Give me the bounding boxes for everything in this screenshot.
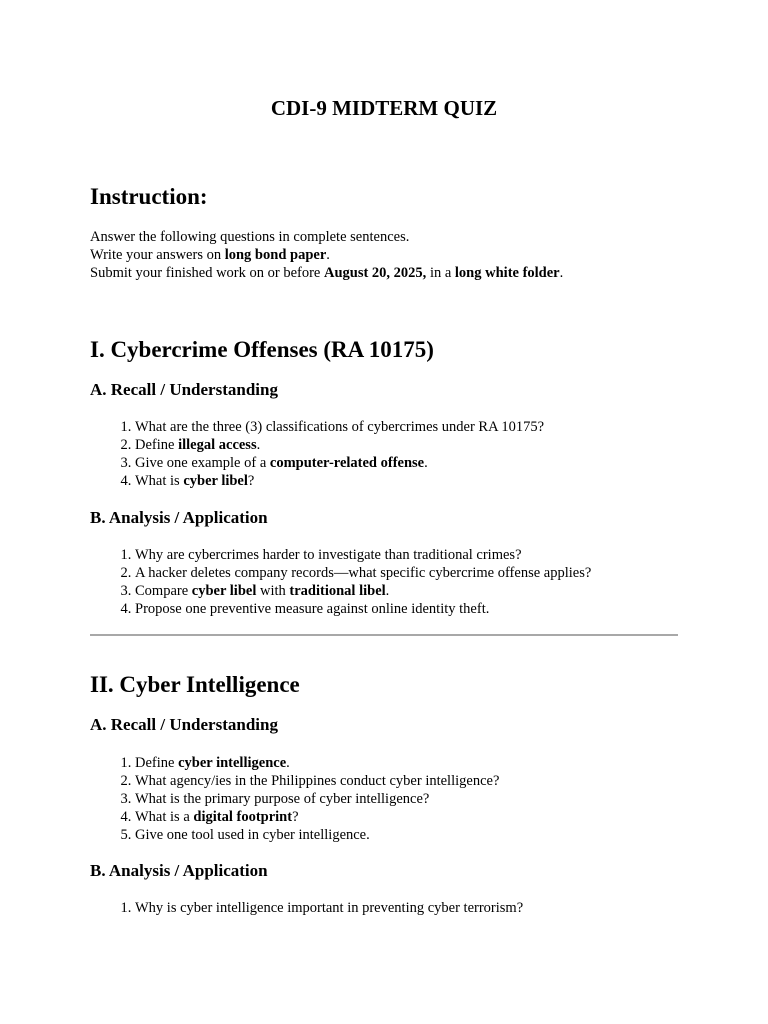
list-item: [135, 790, 499, 808]
instruction-line-3-mid: in a: [426, 265, 455, 281]
list-item: [135, 436, 544, 454]
instruction-line-3-text: Submit your finished work on or before: [90, 265, 324, 281]
question-term: cyber intelligence: [178, 755, 287, 771]
question-end: ?: [247, 473, 255, 489]
section-1-title: I. Cybercrime Offenses (RA 10175): [90, 337, 434, 362]
section-2-part-a-list: [90, 754, 499, 844]
question-term: cyber libel: [191, 583, 257, 599]
question-end: ?: [292, 809, 299, 825]
instruction-line-3: [90, 264, 563, 282]
list-item: [135, 826, 499, 844]
instruction-deadline: August 20, 2025,: [323, 265, 427, 281]
list-item: [135, 772, 499, 790]
question-term: cyber libel: [183, 473, 248, 489]
list-item: [135, 808, 499, 826]
instruction-heading: Instruction:: [90, 184, 208, 209]
question-text: Why are cybercrimes harder to investigate than traditional crimes?: [135, 547, 522, 563]
question-text: What is: [135, 473, 184, 489]
list-item: [135, 754, 499, 772]
section-1-part-a-list: [90, 418, 544, 490]
question-text: Why is cyber intelligence important in preventing cyber terrorism?: [135, 900, 524, 916]
section-1-part-b-title: B. Analysis / Application: [90, 508, 268, 527]
question-end: .: [385, 583, 390, 599]
list-item: [135, 418, 544, 436]
list-item: [135, 564, 591, 582]
list-item: [135, 454, 544, 472]
question-end: .: [424, 455, 428, 471]
section-2-part-b-title: B. Analysis / Application: [90, 861, 268, 880]
instruction-line-2-bold: long bond paper: [224, 247, 327, 263]
instruction-line-2-text: Write your answers on: [90, 247, 225, 263]
question-text: What are the three (3) classifications of cybercrimes under RA 10175?: [135, 419, 545, 435]
question-text: Compare: [135, 583, 192, 599]
question-term: computer-related offense: [269, 455, 425, 471]
section-2-title: II. Cyber Intelligence: [90, 672, 300, 697]
section-2-part-b-list: [90, 899, 523, 917]
list-item: [135, 546, 591, 564]
instruction-line-3-end: .: [559, 265, 564, 281]
question-text: Give one example of a: [135, 455, 270, 471]
section-1-part-b-list: [90, 546, 591, 618]
list-item: [135, 582, 591, 600]
question-text: with: [256, 583, 290, 599]
question-text: What is a: [135, 809, 194, 825]
section-2-part-a-title: A. Recall / Understanding: [90, 715, 278, 734]
question-text: Define: [135, 437, 179, 453]
question-text: Give one tool used in cyber intelligence.: [135, 827, 370, 843]
question-text: Propose one preventive measure against online identity theft.: [135, 601, 490, 617]
question-text: Define: [135, 755, 179, 771]
list-item: [135, 899, 523, 917]
question-text: A hacker deletes company records—what specific cybercrime offense applies?: [135, 565, 592, 581]
list-item: [135, 600, 591, 618]
question-end: .: [256, 437, 261, 453]
instruction-line-1: [90, 228, 563, 246]
instruction-folder: long white folder: [454, 265, 560, 281]
instruction-text: [90, 228, 563, 282]
question-term: illegal access: [178, 437, 257, 453]
question-text: What is the primary purpose of cyber intelligence?: [135, 791, 430, 807]
question-text: What agency/ies in the Philippines conduct cyber intelligence?: [135, 773, 500, 789]
section-divider: [90, 634, 678, 636]
document-title: CDI-9 MIDTERM QUIZ: [270, 96, 498, 120]
instruction-line-2: [90, 246, 563, 264]
section-1-part-a-title: A. Recall / Understanding: [90, 380, 278, 399]
question-term: traditional libel: [289, 583, 386, 599]
question-end: .: [286, 755, 290, 771]
question-term: digital footprint: [193, 809, 293, 825]
instruction-line-2-end: .: [326, 247, 330, 263]
list-item: [135, 472, 544, 490]
instruction-line-1-text: Answer the following questions in complete sentences.: [90, 229, 410, 245]
